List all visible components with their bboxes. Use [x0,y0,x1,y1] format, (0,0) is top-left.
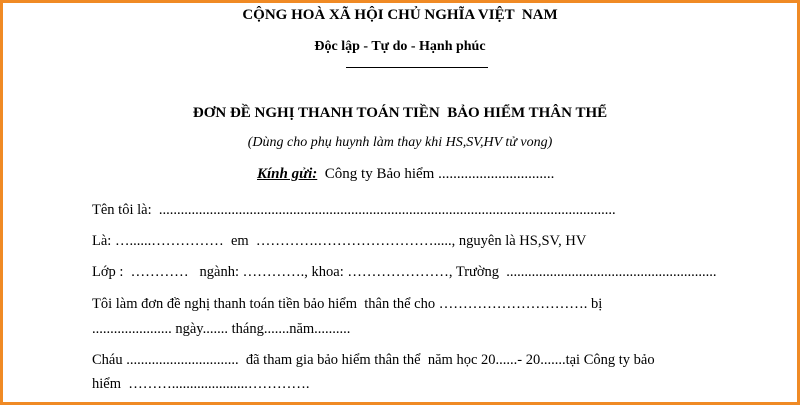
field-insurance-line: Cháu ............................... đã tham gia bảo hiểm thân thể năm học 20......- 20.......tại Công ty bảo [92,352,655,368]
recipient-label: Kính gửi: [257,166,318,182]
field-relationship-line: Là: …......…………… em ………….……………………....., nguyên là HS,SV, HV [92,233,587,249]
national-title: CỘNG HOÀ XÃ HỘI CHỦ NGHĨA VIỆT NAM [242,7,558,23]
form-title: ĐƠN ĐỀ NGHỊ THANH TOÁN TIỀN BẢO HIỂM THÂN THỂ [192,105,608,121]
recipient-value: Công ty Bảo hiểm ............................... [324,166,555,182]
field-insurer-line: hiểm ……….....................…………. [92,376,310,392]
field-date-line: ...................... ngày....... tháng.......năm.......... [92,321,351,337]
motto: Độc lập - Tự do - Hạnh phúc [314,39,486,54]
field-name-line: Tên tôi là: .............................................................................................................................. [92,202,616,218]
motto-underline [346,67,488,68]
field-class-line: Lớp : ………… ngành: …………., khoa: …………………, Trường .......................................................... [92,264,717,280]
recipient-line [257,165,554,183]
field-request-line: Tôi làm đơn đề nghị thanh toán tiền bảo hiểm thân thể cho …………………………. bị [92,296,603,312]
form-subtitle: (Dùng cho phụ huynh làm thay khi HS,SV,HV tử vong) [247,135,553,150]
